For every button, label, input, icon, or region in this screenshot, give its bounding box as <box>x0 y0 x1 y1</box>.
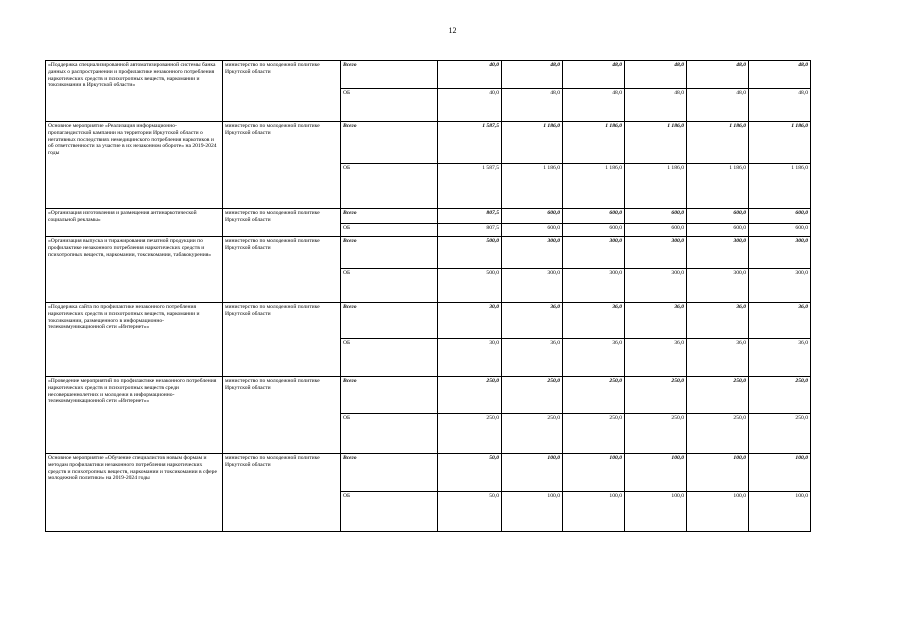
ob-value: 100,0 <box>502 492 563 532</box>
total-value: 300,0 <box>749 237 811 269</box>
table-row <box>46 377 811 414</box>
activity-name: «Проведение мероприятий по профилактике незаконного потребления наркотических средств и психотропных веществ среди несовершеннолетних и молодежи в информационно-телекоммуникационной сети «Интернет»» <box>46 377 223 454</box>
total-value: 48,0 <box>625 61 687 89</box>
ob-value: 250,0 <box>625 414 687 454</box>
total-value: 600,0 <box>749 209 811 224</box>
ob-value: 600,0 <box>502 224 563 237</box>
ob-value: 600,0 <box>563 224 625 237</box>
funding-type-total: Всего <box>341 237 438 269</box>
funding-type-total: Всего <box>341 454 438 492</box>
executor: министерство по молодежной политике Иркутской области <box>223 303 341 377</box>
executor: министерство по молодежной политике Иркутской области <box>223 237 341 303</box>
ob-value: 600,0 <box>625 224 687 237</box>
total-value: 1 186,0 <box>563 122 625 164</box>
funding-type-total: Всего <box>341 61 438 89</box>
ob-value: 40,0 <box>438 89 502 122</box>
ob-value: 100,0 <box>749 492 811 532</box>
ob-value: 250,0 <box>687 414 749 454</box>
ob-value: 1 186,0 <box>502 164 563 209</box>
ob-value: 500,0 <box>438 269 502 303</box>
budget-table <box>45 60 811 532</box>
funding-type-total: Всего <box>341 377 438 414</box>
ob-value: 1 186,0 <box>749 164 811 209</box>
total-value: 48,0 <box>502 61 563 89</box>
funding-type-total: Всего <box>341 209 438 224</box>
total-value: 40,0 <box>438 61 502 89</box>
total-value: 250,0 <box>563 377 625 414</box>
total-value: 250,0 <box>749 377 811 414</box>
total-value: 48,0 <box>749 61 811 89</box>
ob-value: 600,0 <box>687 224 749 237</box>
total-value: 36,0 <box>749 303 811 339</box>
ob-value: 48,0 <box>749 89 811 122</box>
ob-value: 100,0 <box>625 492 687 532</box>
total-value: 100,0 <box>749 454 811 492</box>
ob-value: 250,0 <box>502 414 563 454</box>
executor: министерство по молодежной политике Иркутской области <box>223 209 341 237</box>
executor: министерство по молодежной политике Иркутской области <box>223 61 341 122</box>
ob-value: 100,0 <box>563 492 625 532</box>
total-value: 600,0 <box>687 209 749 224</box>
funding-type-ob: ОБ <box>341 492 438 532</box>
ob-value: 36,0 <box>563 339 625 377</box>
total-value: 1 186,0 <box>502 122 563 164</box>
funding-type-total: Всего <box>341 303 438 339</box>
ob-value: 807,5 <box>438 224 502 237</box>
total-value: 600,0 <box>625 209 687 224</box>
ob-value: 36,0 <box>749 339 811 377</box>
funding-type-ob: ОБ <box>341 164 438 209</box>
activity-name: Основное мероприятие «Реализация информационно-пропагандистской кампании на территории Иркутской области о негативных последствиях немедицинского потребления наркотиков и об ответственности за участие в их незаконном обороте» на 2019-2024 годы <box>46 122 223 209</box>
table-row <box>46 122 811 164</box>
total-value: 36,0 <box>563 303 625 339</box>
ob-value: 1 186,0 <box>563 164 625 209</box>
activity-name: «Организация изготовления и размещения антинаркотической социальной рекламы» <box>46 209 223 237</box>
table-row <box>46 209 811 224</box>
ob-value: 300,0 <box>563 269 625 303</box>
table-body <box>46 61 811 532</box>
total-value: 250,0 <box>438 377 502 414</box>
ob-value: 36,0 <box>502 339 563 377</box>
total-value: 48,0 <box>687 61 749 89</box>
funding-type-ob: ОБ <box>341 339 438 377</box>
total-value: 300,0 <box>563 237 625 269</box>
total-value: 100,0 <box>687 454 749 492</box>
ob-value: 48,0 <box>625 89 687 122</box>
ob-value: 250,0 <box>563 414 625 454</box>
activity-name: «Организация выпуска и тиражирования печатной продукции по профилактике незаконного потребления наркотических средств и психотропных веществ, наркомании, токсикомании, табакокурения» <box>46 237 223 303</box>
funding-type-ob: ОБ <box>341 224 438 237</box>
total-value: 48,0 <box>563 61 625 89</box>
executor: министерство по молодежной политике Иркутской области <box>223 454 341 532</box>
executor: министерство по молодежной политике Иркутской области <box>223 122 341 209</box>
table-row <box>46 237 811 269</box>
ob-value: 1 587,5 <box>438 164 502 209</box>
activity-name: «Поддержка специализированной автоматизированной системы банка данных о распространении и профилактике незаконного потребления наркотических средств и психотропных веществ, наркомании и токсикомании в Иркутской области» <box>46 61 223 122</box>
ob-value: 100,0 <box>687 492 749 532</box>
ob-value: 250,0 <box>749 414 811 454</box>
total-value: 250,0 <box>502 377 563 414</box>
total-value: 300,0 <box>625 237 687 269</box>
table-row <box>46 454 811 492</box>
ob-value: 50,0 <box>438 492 502 532</box>
total-value: 100,0 <box>563 454 625 492</box>
ob-value: 48,0 <box>563 89 625 122</box>
ob-value: 48,0 <box>502 89 563 122</box>
ob-value: 36,0 <box>625 339 687 377</box>
ob-value: 250,0 <box>438 414 502 454</box>
total-value: 250,0 <box>687 377 749 414</box>
total-value: 300,0 <box>502 237 563 269</box>
ob-value: 300,0 <box>687 269 749 303</box>
total-value: 1 186,0 <box>749 122 811 164</box>
activity-name: «Поддержка сайта по профилактике незаконного потребления наркотических средств и психотропных веществ, наркомании и токсикомании, размещенного в информационно-телекоммуникационной сети «Интернет»» <box>46 303 223 377</box>
funding-type-ob: ОБ <box>341 414 438 454</box>
ob-value: 600,0 <box>749 224 811 237</box>
ob-value: 36,0 <box>687 339 749 377</box>
table-row <box>46 61 811 89</box>
total-value: 250,0 <box>625 377 687 414</box>
executor: министерство по молодежной политике Иркутской области <box>223 377 341 454</box>
total-value: 50,0 <box>438 454 502 492</box>
table-row <box>46 303 811 339</box>
total-value: 600,0 <box>563 209 625 224</box>
ob-value: 300,0 <box>749 269 811 303</box>
funding-type-ob: ОБ <box>341 89 438 122</box>
total-value: 300,0 <box>687 237 749 269</box>
total-value: 1 186,0 <box>625 122 687 164</box>
total-value: 1 186,0 <box>687 122 749 164</box>
total-value: 100,0 <box>625 454 687 492</box>
total-value: 36,0 <box>625 303 687 339</box>
ob-value: 1 186,0 <box>687 164 749 209</box>
funding-type-total: Всего <box>341 122 438 164</box>
total-value: 807,5 <box>438 209 502 224</box>
page-number: 12 <box>448 26 457 35</box>
ob-value: 30,0 <box>438 339 502 377</box>
ob-value: 300,0 <box>502 269 563 303</box>
ob-value: 1 186,0 <box>625 164 687 209</box>
total-value: 36,0 <box>687 303 749 339</box>
ob-value: 300,0 <box>625 269 687 303</box>
total-value: 100,0 <box>502 454 563 492</box>
total-value: 36,0 <box>502 303 563 339</box>
total-value: 1 587,5 <box>438 122 502 164</box>
funding-type-ob: ОБ <box>341 269 438 303</box>
activity-name: Основное мероприятие «Обучение специалистов новым формам и методам профилактики незаконного потребления наркотических средств и психотропных веществ, наркомании и токсикомании в сфере молодежной политики» на 2019-2024 годы <box>46 454 223 532</box>
total-value: 30,0 <box>438 303 502 339</box>
total-value: 500,0 <box>438 237 502 269</box>
total-value: 600,0 <box>502 209 563 224</box>
ob-value: 48,0 <box>687 89 749 122</box>
